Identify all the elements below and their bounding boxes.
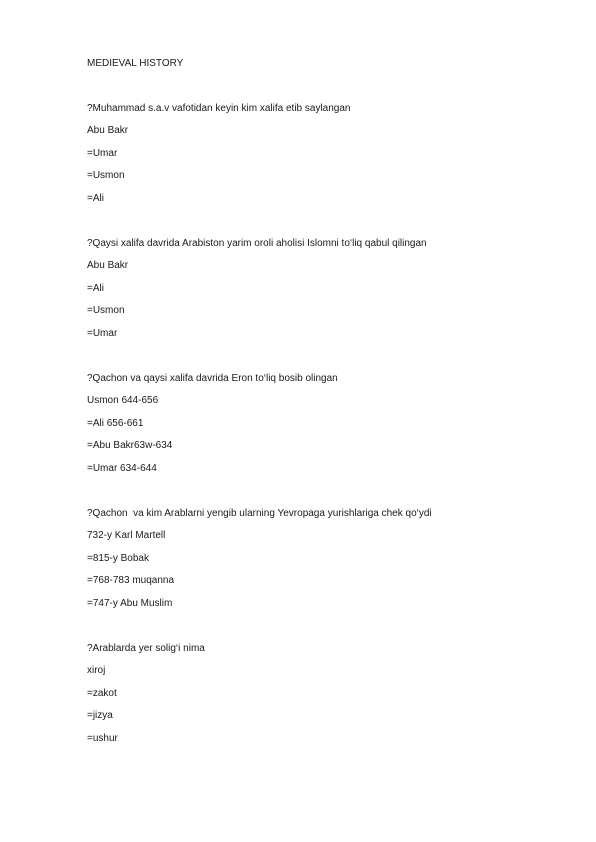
question-2-answer-1: Abu Bakr — [87, 260, 129, 271]
question-5-answer-2: =zakot — [87, 687, 117, 699]
spacer — [87, 214, 557, 237]
question-5-answer-4: =ushur — [87, 732, 118, 744]
question-1-answer-1: Abu Bakr — [87, 125, 129, 136]
question-2-answer-3: =Usmon — [87, 305, 125, 316]
question-3-answer-4: =Umar 634-644 — [87, 462, 157, 474]
question-5-answer-1: xiroj — [87, 665, 106, 676]
question-4-answer-3: =768-783 muqanna — [87, 575, 175, 586]
question-2-answer-4: =Umar — [87, 327, 118, 339]
document-title: MEDIEVAL HISTORY — [87, 58, 184, 69]
question-4-answer-2: =815-y Bobak — [87, 552, 149, 564]
question-3-answer-1: Usmon 644-656 — [87, 395, 159, 406]
question-3-text: ?Qachon va qaysi xalifa davrida Eron to‘liq bosib olingan — [87, 372, 338, 384]
question-4-answer-1: 732-y Karl Martell — [87, 530, 166, 541]
spacer — [87, 349, 557, 372]
question-1-answer-4: =Ali — [87, 192, 104, 204]
question-5-text: ?Arablarda yer solig‘i nima — [87, 642, 205, 654]
spacer — [87, 484, 557, 507]
document-content — [87, 57, 557, 754]
question-2-text: ?Qaysi xalifa davrida Arabiston yarim oroli aholisi Islomni to‘liq qabul qilingan — [87, 237, 427, 249]
question-2-answer-2: =Ali — [87, 282, 104, 294]
question-4-text: ?Qachon va kim Arablarni yengib ularning Yevropaga yurishlariga chek qo‘ydi — [87, 507, 432, 519]
question-4-answer-4: =747-y Abu Muslim — [87, 597, 173, 609]
question-3-answer-3: =Abu Bakr63w-634 — [87, 440, 173, 451]
question-1-text: ?Muhammad s.a.v vafotidan keyin kim xalifa etib saylangan — [87, 102, 351, 114]
spacer — [87, 79, 557, 102]
spacer — [87, 619, 557, 642]
question-5-answer-3: =jizya — [87, 710, 113, 721]
question-3-answer-2: =Ali 656-661 — [87, 417, 144, 429]
question-1-answer-2: =Umar — [87, 147, 118, 159]
question-1-answer-3: =Usmon — [87, 170, 125, 181]
